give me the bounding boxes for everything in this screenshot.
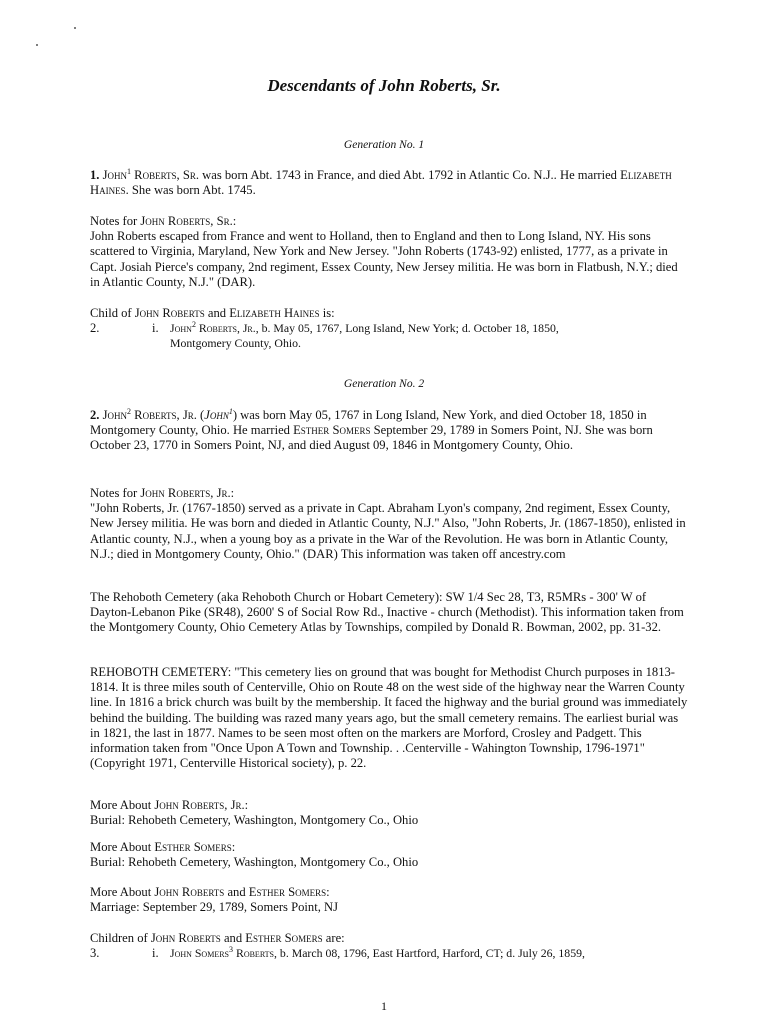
page-number: 1 [381,999,387,1013]
more-about-marriage: More About John Roberts and Esther Somers: Marriage: September 29, 1789, Somers Point, NJ [90,885,338,915]
cemetery-paragraph: The Rehoboth Cemetery (aka Rehoboth Church or Hobart Cemetery): SW 1/4 Sec 28, T3, R5MRs - 300' W of Dayton-Lebanon Pike (SR48), 2600' S of Social Row Rd., Inactive - church (Methodist). This information taken from the Montgomery County, Ohio Cemetery Atlas by Townships, compiled by Donald R. Bowman, 2002, pp. 31-32. [90,590,684,635]
scan-speck [74,27,76,29]
notes-text: "John Roberts, Jr. (1767-1850) served as a private in Capt. Abraham Lyon's company, 2nd regiment, Essex County, New Jersey militia. He was born and dieded in Atlantic County, N.J." Also, "John Roberts, Jr. (1867-1850), enlisted in Atlantic county, N.J., when a young boy as a private in the War of the Revolution. He was born in Atlantic County, N.J.; died in Montgomery County, Ohio." (DAR) This information was taken off ancestry.com [90,501,686,561]
lineage-name: John$^1$ [204,406,233,422]
entry-number: 2. [90,408,100,422]
generation-1-heading: Generation No. 1 [343,139,425,151]
spouse-name: Elizabeth Haines [90,168,672,198]
more-about-esther: More About Esther Somers: Burial: Rehobeth Cemetery, Washington, Montgomery Co., Ohio [90,840,419,870]
generation-2-entry: 2. John$^2$ Roberts, Jr. (John$^1$) was born May 05, 1767 in Long Island, New York, and died October 18, 1850 in Montgomery County, Ohio. He married Esther Somers September 29, 1789 in Somers Point, NJ. She was born October 23, 1770 in Somers Point, NJ, and died August 09, 1846 in Montgomery County, Ohio. [90,406,653,453]
list-item: 2. i. John$^2$ Roberts, Jr., b. May 05, 1767, Long Island, New York; d. October 18, 1850, [90,320,559,336]
notes-john-jr: Notes for John Roberts, Jr.: "John Roberts, Jr. (1767-1850) served as a private in Capt. Abraham Lyon's company, 2nd regiment, Essex County, New Jersey militia. He was born and dieded in Atlantic County, N.J." Also, "John Roberts, Jr. (1867-1850), enlisted in Atlantic county, N.J., when a young boy as a private in the War of the Revolution. He was born in Atlantic County, N.J.; died in Montgomery County, Ohio." (DAR) This information was taken off ancestry.com [90,486,690,562]
child-list-gen1: Child of John Roberts and Elizabeth Haines is: 2. i. John$^2$ Roberts, Jr., b. May 05, 1767, Long Island, New York; d. October 18, 1850, Montgomery County, Ohio. [90,306,690,352]
person-name: John$^2$ Roberts, Jr. [102,406,197,422]
person-name: John$^1$ Roberts, Sr. [102,166,199,182]
notes-text: John Roberts escaped from France and went to Holland, then to England and then to Long Island, NY. His sons scattered to Virginia, Maryland, New York and New Jersey. "John Roberts (1743-92) enlisted, 1777, as a private in Capt. Josiah Pierce's company, 2nd regiment, Essex County, New Jersey militia. He was born in Flatbush, N.Y.; died in Atlantic County, N.J." (DAR). [90,229,678,289]
entry-text: was born Abt. 1743 in France, and died Abt. 1792 in Atlantic Co. N.J.. He married [198,168,621,182]
spouse-name: Esther Somers [293,423,371,438]
child-list-gen2: Children of John Roberts and Esther Somers are: 3. i. John Somers$^3$ Roberts, b. March 08, 1796, East Hartford, Harford, CT; d. July 26, 1859, [90,931,690,961]
generation-1-entry: 1. John$^1$ Roberts, Sr. was born Abt. 1743 in France, and died Abt. 1792 in Atlantic Co. N.J.. He married Elizabeth Haines. She was born Abt. 1745. [90,166,672,198]
rehoboth-paragraph: REHOBOTH CEMETERY: "This cemetery lies on ground that was bought for Methodist Church purposes in 1813-1814. It is three miles south of Centerville, Ohio on Route 48 on the west side of the highway near the Warren County line. In 1816 a brick church was built by the membership. It faced the highway and the burial ground was immediately behind the building. The building was razed many years ago, but the small cemetery remains. The earliest burial was in 1821, the last in 1877. Names to be seen most often on the markers are Morford, Crosley and Padgett. This information taken from "Once Upon A Town and Township. . .Centerville - Wahington Township, 1796-1971" (Copyright 1971, Centerville Historical society), p. 22. [90,665,688,771]
notes-john-sr: Notes for John Roberts, Sr.: John Roberts escaped from France and went to Holland, then to England and then to Long Island, NY. His sons scattered to Virginia, Maryland, New York and New Jersey. "John Roberts (1743-92) enlisted, 1777, as a private in Capt. Josiah Pierce's company, 2nd regiment, Essex County, New Jersey militia. He was born in Flatbush, N.Y.; died in Atlantic County, N.J." (DAR). [90,214,690,290]
entry-number: 1. [90,168,100,182]
list-item: 3. i. John Somers$^3$ Roberts, b. March 08, 1796, East Hartford, Harford, CT; d. July 26, 1859, [90,945,585,961]
document-title: Descendants of John Roberts, Sr. [267,76,501,95]
more-about-john-jr: More About John Roberts, Jr.: Burial: Rehobeth Cemetery, Washington, Montgomery Co., Ohio [90,798,419,828]
scan-speck [36,44,38,46]
generation-2-heading: Generation No. 2 [343,378,425,390]
